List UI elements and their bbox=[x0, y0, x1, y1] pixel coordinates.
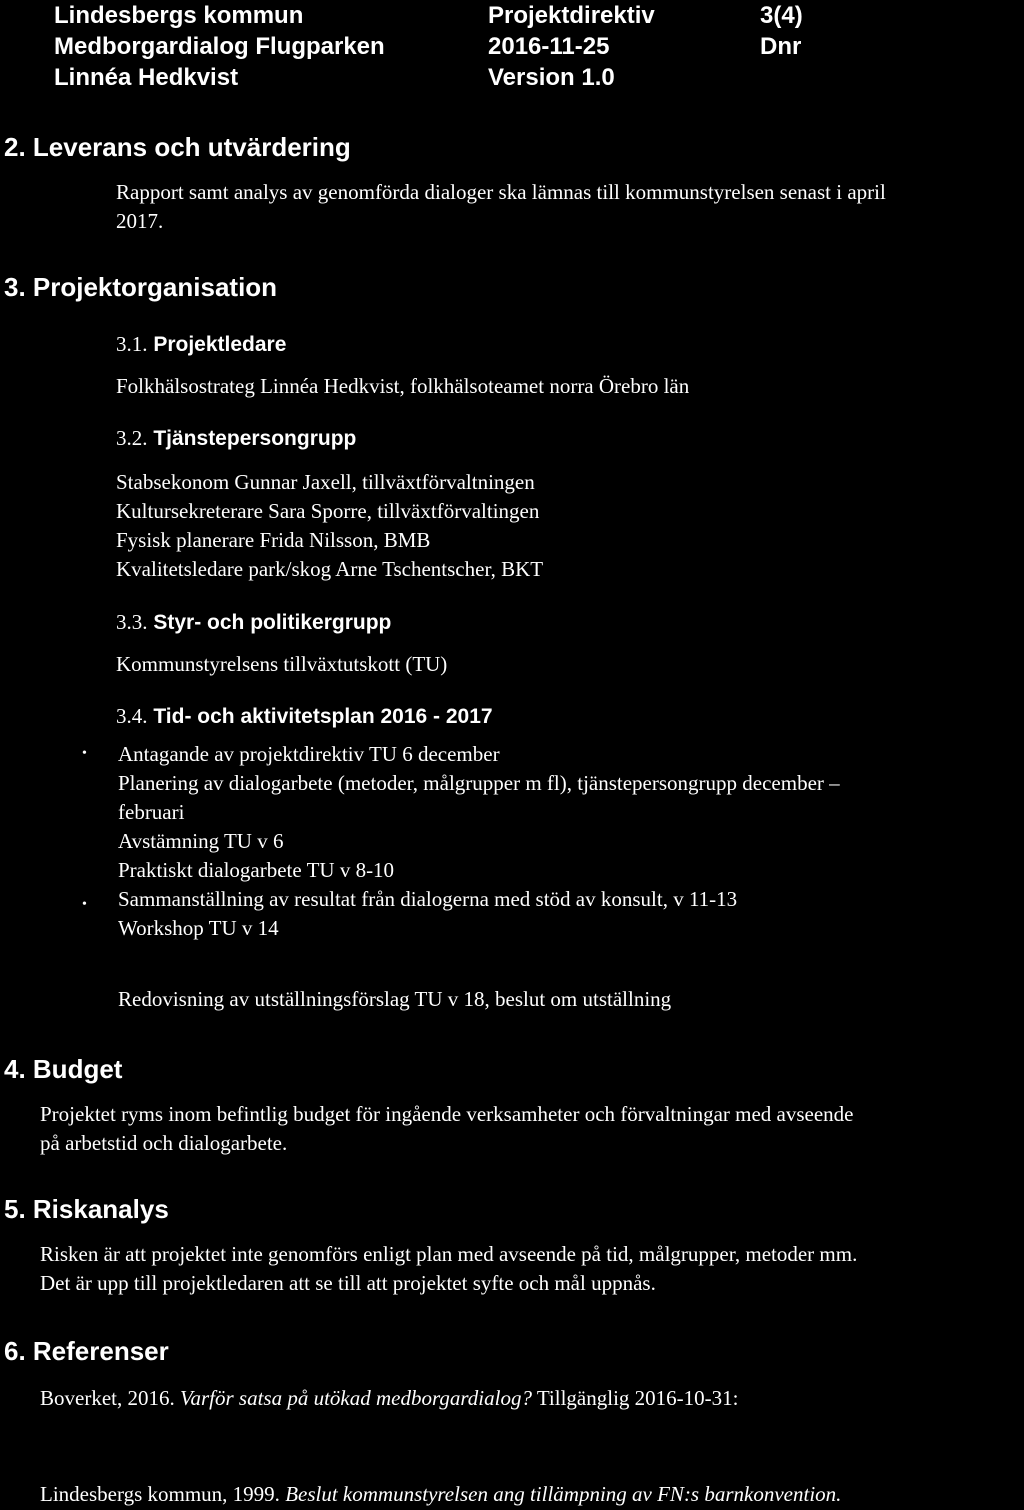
subsection-heading-styrgrupp bbox=[116, 610, 391, 635]
section-heading-projektorganisation: 3. Projektorganisation bbox=[4, 272, 278, 302]
subsection-text-styrgrupp: Kommunstyrelsens tillväxtutskott (TU) bbox=[116, 652, 448, 676]
subsection-title: Tjänstepersongrupp bbox=[153, 427, 357, 450]
header-page: 3(4) bbox=[760, 2, 803, 29]
subsection-number: 3.3. bbox=[116, 610, 148, 634]
reference-lindesberg bbox=[40, 1480, 841, 1509]
plan-item: Antagande av projektdirektiv TU 6 december bbox=[118, 742, 500, 766]
section-text-budget bbox=[40, 1100, 854, 1158]
subsection-title: Projektledare bbox=[153, 333, 287, 356]
header-left bbox=[54, 0, 385, 93]
header-date: 2016-11-25 bbox=[488, 33, 610, 60]
header-version: Version 1.0 bbox=[488, 64, 615, 91]
plan-item: februari bbox=[118, 800, 185, 824]
header-org: Lindesbergs kommun bbox=[54, 2, 304, 29]
subsection-heading-tjanstepersongrupp bbox=[116, 426, 356, 451]
text-line: Risken är att projektet inte genomförs enligt plan med avseende på tid, målgrupper, metoder mm. bbox=[40, 1242, 858, 1266]
text-line: Fysisk planerare Frida Nilsson, BMB bbox=[116, 528, 431, 552]
section-heading-riskanalys: 5. Riskanalys bbox=[4, 1194, 169, 1224]
section-heading-referenser: 6. Referenser bbox=[4, 1336, 169, 1366]
plan-item: Workshop TU v 14 bbox=[118, 916, 279, 940]
header-dnr: Dnr bbox=[760, 33, 802, 60]
subsection-text-tjanstepersongrupp bbox=[116, 468, 543, 584]
section-heading-leverans: 2. Leverans och utvärdering bbox=[4, 132, 351, 162]
section-heading-budget: 4. Budget bbox=[4, 1054, 123, 1084]
text-line: Kvalitetsledare park/skog Arne Tschentscher, BKT bbox=[116, 557, 544, 581]
reference-title: Beslut kommunstyrelsen ang tillämpning av FN:s barnkonvention. bbox=[285, 1482, 842, 1506]
text-line: Det är upp till projektledaren att se till att projektet syfte och mål uppnås. bbox=[40, 1271, 656, 1295]
subsection-title: Styr- och politikergrupp bbox=[153, 611, 392, 634]
plan-item: Praktiskt dialogarbete TU v 8-10 bbox=[118, 858, 395, 882]
header-middle bbox=[488, 0, 655, 93]
reference-title: Varför satsa på utökad medborgardialog? bbox=[179, 1386, 532, 1410]
subsection-number: 3.2. bbox=[116, 426, 148, 450]
subsection-heading-projektledare bbox=[116, 332, 286, 357]
reference-availability: Tillgänglig 2016-10-31: bbox=[531, 1386, 739, 1410]
bullet-icon: • bbox=[82, 746, 87, 761]
text-line: Projektet ryms inom befintlig budget för ingående verksamheter och förvaltningar med avseende bbox=[40, 1102, 854, 1126]
reference-boverket bbox=[40, 1384, 738, 1413]
text-line: Stabsekonom Gunnar Jaxell, tillväxtförvaltningen bbox=[116, 470, 535, 494]
plan-list bbox=[118, 740, 840, 943]
subsection-title: Tid- och aktivitetsplan 2016 - 2017 bbox=[153, 705, 493, 728]
plan-item: Planering av dialogarbete (metoder, målgrupper m fl), tjänstepersongrupp december – bbox=[118, 771, 840, 795]
plan-item: Redovisning av utställningsförslag TU v 18, beslut om utställning bbox=[118, 987, 672, 1011]
reference-source: Boverket, 2016. bbox=[40, 1386, 180, 1410]
section-text-riskanalys bbox=[40, 1240, 857, 1298]
subsection-number: 3.4. bbox=[116, 704, 148, 728]
plan-item: Avstämning TU v 6 bbox=[118, 829, 284, 853]
header-author: Linnéa Hedkvist bbox=[54, 64, 239, 91]
bullet-icon: • bbox=[82, 897, 87, 912]
subsection-text-projektledare: Folkhälsostrateg Linnéa Hedkvist, folkhälsoteamet norra Örebro län bbox=[116, 374, 690, 398]
text-line: på arbetstid och dialogarbete. bbox=[40, 1131, 288, 1155]
plan-item: Sammanställning av resultat från dialogerna med stöd av konsult, v 11-13 bbox=[118, 887, 738, 911]
header-doc-type: Projektdirektiv bbox=[488, 2, 655, 29]
text-line: 2017. bbox=[116, 209, 164, 233]
header-project: Medborgardialog Flugparken bbox=[54, 33, 385, 60]
text-line: Kultursekreterare Sara Sporre, tillväxtförvaltingen bbox=[116, 499, 540, 523]
text-line: Rapport samt analys av genomförda dialoger ska lämnas till kommunstyrelsen senast i april bbox=[116, 180, 886, 204]
reference-source: Lindesbergs kommun, 1999. bbox=[40, 1482, 286, 1506]
section-text-leverans bbox=[116, 178, 886, 236]
subsection-heading-tidplan bbox=[116, 704, 493, 729]
header-right bbox=[760, 0, 803, 62]
subsection-number: 3.1. bbox=[116, 332, 148, 356]
